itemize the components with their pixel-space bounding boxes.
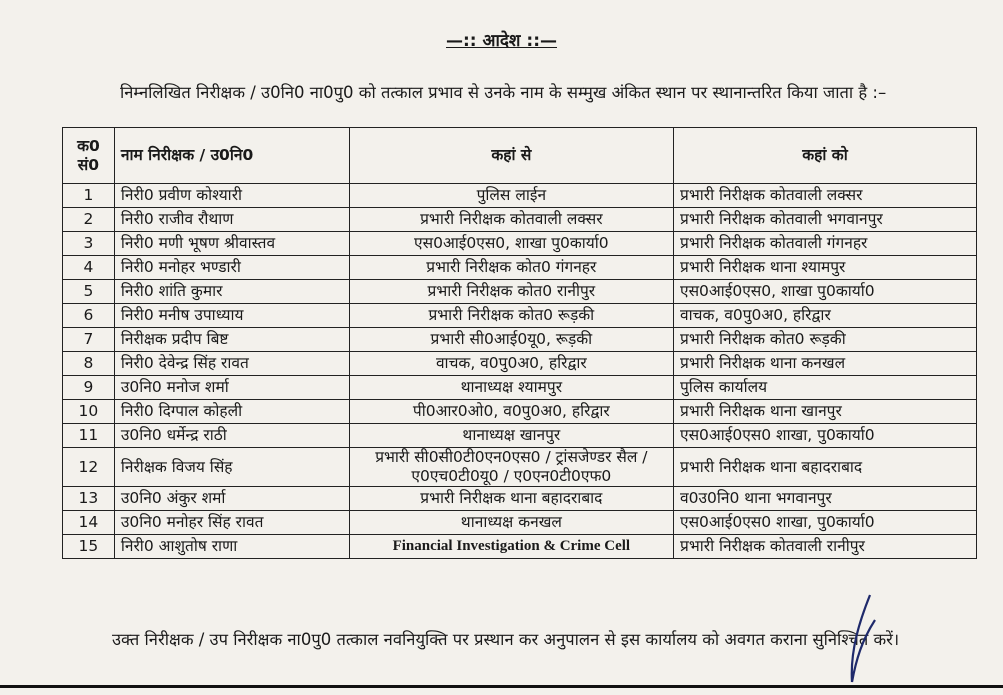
table-row — [63, 304, 977, 328]
cell-from: प्रभारी निरीक्षक कोत0 गंगनहर — [349, 256, 673, 280]
intro-text: निम्नलिखित निरीक्षक / उ0नि0 ना0पु0 को तत्काल प्रभाव से उनके नाम के सम्मुख अंकित स्थान पर स्थानान्तरित किया जाता है :– — [120, 83, 887, 102]
cell-name: निरी0 मनोहर भण्डारी — [114, 256, 349, 280]
table-header-row — [63, 128, 977, 184]
table-row — [63, 328, 977, 352]
cell-to: प्रभारी निरीक्षक कोतवाली भगवानपुर — [674, 208, 977, 232]
cell-to: वाचक, व0पु0अ0, हरिद्वार — [674, 304, 977, 328]
cell-sn: 9 — [63, 376, 115, 400]
cell-sn: 13 — [63, 487, 115, 511]
cell-name: निरी0 मणी भूषण श्रीवास्तव — [114, 232, 349, 256]
cell-from: थानाध्यक्ष श्यामपुर — [349, 376, 673, 400]
table-row — [63, 400, 977, 424]
cell-to: प्रभारी निरीक्षक कोतवाली रानीपुर — [674, 535, 977, 559]
table-row — [63, 256, 977, 280]
col-header-from: कहां से — [349, 128, 673, 184]
cell-to: प्रभारी निरीक्षक कोतवाली लक्सर — [674, 184, 977, 208]
cell-sn: 6 — [63, 304, 115, 328]
cell-from: पी0आर0ओ0, व0पु0अ0, हरिद्वार — [349, 400, 673, 424]
cell-to: प्रभारी निरीक्षक थाना श्यामपुर — [674, 256, 977, 280]
cell-to: एस0आई0एस0 शाखा, पु0कार्या0 — [674, 424, 977, 448]
cell-name: निरी0 दिग्पाल कोहली — [114, 400, 349, 424]
cell-from: प्रभारी सी0आई0यू0, रूड़की — [349, 328, 673, 352]
cell-from: Financial Investigation & Crime Cell — [349, 535, 673, 559]
cell-name: निरी0 मनीष उपाध्याय — [114, 304, 349, 328]
cell-sn: 5 — [63, 280, 115, 304]
cell-to: प्रभारी निरीक्षक कोत0 रूड़की — [674, 328, 977, 352]
table-row — [63, 424, 977, 448]
cell-from: प्रभारी सी0सी0टी0एन0एस0 / ट्रांसजेण्डर सैल / ए0एच0टी0यू0 / ए0एन0टी0एफ0 — [349, 448, 673, 487]
cell-name: निरीक्षक प्रदीप बिष्ट — [114, 328, 349, 352]
cell-from: प्रभारी निरीक्षक थाना बहादराबाद — [349, 487, 673, 511]
cell-sn: 14 — [63, 511, 115, 535]
table-row — [63, 208, 977, 232]
cell-to: प्रभारी निरीक्षक कोतवाली गंगनहर — [674, 232, 977, 256]
cell-name: उ0नि0 मनोज शर्मा — [114, 376, 349, 400]
cell-from: थानाध्यक्ष कनखल — [349, 511, 673, 535]
table-row — [63, 280, 977, 304]
cell-sn: 7 — [63, 328, 115, 352]
cell-to: एस0आई0एस0, शाखा पु0कार्या0 — [674, 280, 977, 304]
cell-from: प्रभारी निरीक्षक कोतवाली लक्सर — [349, 208, 673, 232]
table-row — [63, 535, 977, 559]
cell-sn: 11 — [63, 424, 115, 448]
cell-to: प्रभारी निरीक्षक थाना कनखल — [674, 352, 977, 376]
cell-to: व0उ0नि0 थाना भगवानपुर — [674, 487, 977, 511]
cell-sn: 2 — [63, 208, 115, 232]
table-row — [63, 352, 977, 376]
table-row — [63, 184, 977, 208]
cell-to: पुलिस कार्यालय — [674, 376, 977, 400]
cell-from: थानाध्यक्ष खानपुर — [349, 424, 673, 448]
cell-sn: 15 — [63, 535, 115, 559]
cell-to: प्रभारी निरीक्षक थाना बहादराबाद — [674, 448, 977, 487]
cell-to: एस0आई0एस0 शाखा, पु0कार्या0 — [674, 511, 977, 535]
table-row — [63, 376, 977, 400]
cell-name: निरी0 शांति कुमार — [114, 280, 349, 304]
document-heading: —:: आदेश ::— — [446, 31, 557, 51]
footer-text: उक्त निरीक्षक / उप निरीक्षक ना0पु0 तत्काल नवनियुक्ति पर प्रस्थान कर अनुपालन से इस कार्यालय को अवगत कराना सुनिश्चित करें। — [112, 630, 900, 649]
cell-name: उ0नि0 अंकुर शर्मा — [114, 487, 349, 511]
cell-name: उ0नि0 मनोहर सिंह रावत — [114, 511, 349, 535]
col-header-sn: क0 सं0 — [63, 128, 115, 184]
cell-to: प्रभारी निरीक्षक थाना खानपुर — [674, 400, 977, 424]
cell-sn: 8 — [63, 352, 115, 376]
cell-name: निरी0 देवेन्द्र सिंह रावत — [114, 352, 349, 376]
table-row — [63, 448, 977, 487]
page-bottom-edge — [0, 685, 1003, 688]
cell-from: एस0आई0एस0, शाखा पु0कार्या0 — [349, 232, 673, 256]
cell-sn: 1 — [63, 184, 115, 208]
cell-name: निरी0 प्रवीण कोश्यारी — [114, 184, 349, 208]
cell-from: प्रभारी निरीक्षक कोत0 रूड़की — [349, 304, 673, 328]
cell-sn: 3 — [63, 232, 115, 256]
col-header-name: नाम निरीक्षक / उ0नि0 — [114, 128, 349, 184]
table-row — [63, 232, 977, 256]
cell-name: उ0नि0 धर्मेन्द्र राठी — [114, 424, 349, 448]
cell-name: निरी0 राजीव रौथाण — [114, 208, 349, 232]
col-header-to: कहां को — [674, 128, 977, 184]
transfer-table — [62, 127, 977, 559]
cell-from: वाचक, व0पु0अ0, हरिद्वार — [349, 352, 673, 376]
cell-sn: 10 — [63, 400, 115, 424]
table-row — [63, 511, 977, 535]
cell-sn: 4 — [63, 256, 115, 280]
cell-from: पुलिस लाईन — [349, 184, 673, 208]
intro-paragraph — [60, 80, 985, 106]
signature-mark — [830, 590, 890, 690]
cell-name: निरीक्षक विजय सिंह — [114, 448, 349, 487]
cell-name: निरी0 आशुतोष राणा — [114, 535, 349, 559]
cell-sn: 12 — [63, 448, 115, 487]
table-row — [63, 487, 977, 511]
cell-from: प्रभारी निरीक्षक कोत0 रानीपुर — [349, 280, 673, 304]
